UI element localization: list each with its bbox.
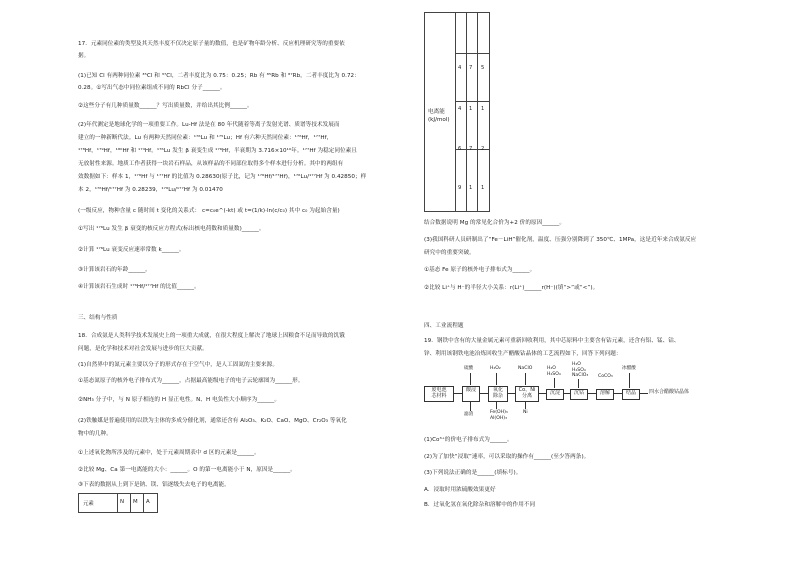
energy-cell: 2 <box>481 146 485 152</box>
energy-cell: 7 <box>469 146 473 152</box>
flow-box-cobalt-precip: 沉钴 <box>570 389 588 400</box>
flow-reagent: H₂O₂ <box>490 366 501 371</box>
q18-part2-q2: ②比较 Mg、Ca 第一电离能的大小：______。O 的第一电离能小于 N，原因是______。 <box>78 467 296 473</box>
q17-stem-line1: 17．元素同位素的类型及其天然丰度不仅决定原子量的数值，也是矿物年龄分析、反应机理研究等的重要依 <box>78 41 345 47</box>
flow-box-oxidation: 氧化 除杂 <box>488 386 508 402</box>
q17-part2-line6: 本 2，¹⁷⁶Hf/¹⁷⁷Hf 为 0.28239，¹⁷⁶Lu/¹⁷⁷Hf 为 0.01470 <box>78 187 223 193</box>
flow-waste: Ni <box>523 410 528 415</box>
flow-arrow <box>639 393 648 394</box>
flow-arrow <box>507 393 515 394</box>
q18-part3-line2: 研究中的重要突破。 <box>424 250 475 256</box>
energy-label: 电离能 (kJ/mol) <box>428 109 450 123</box>
table-col-divider <box>455 13 456 211</box>
energy-cell: 4 <box>458 106 462 112</box>
ionization-energy-table <box>424 12 490 212</box>
q19-sub2: (2)为了加快“浸取”速率，可以采取的操作有______(至少答两条)。 <box>424 454 590 460</box>
table-col-divider <box>143 494 144 512</box>
flow-reagent: NaClO <box>518 366 533 371</box>
flow-reagent-arrow <box>554 378 555 388</box>
flow-arrow <box>613 393 622 394</box>
flow-box-precipitate: 沉淀 <box>546 389 564 400</box>
table-col-al: A <box>146 499 150 505</box>
q18-part3-line1: (3)我国科研人员研制出了“Fe－LiH”催化剂，温度、压强分别降到了 350℃、1MPa，这是近年来合成氨反应 <box>424 237 697 243</box>
q18-part2-line2: 物中的几种。 <box>78 431 112 437</box>
ionization-table-header <box>78 493 158 513</box>
energy-cell: 1 <box>481 185 485 191</box>
q17-sub3: ③计算该岩石的年龄______。 <box>78 267 151 273</box>
flow-box-crystallize: 结晶 <box>622 389 640 400</box>
q19-option-a: A．浸取时用浓硫酸效果更好 <box>424 487 496 493</box>
flow-box-acid-leach: 酸浸 <box>462 386 480 402</box>
q17-sub2: ②计算 ¹⁷⁶Lu 衰变反应速率常数 k______。 <box>78 247 185 253</box>
flow-waste-arrow <box>470 401 471 411</box>
flow-waste: 滤渣 <box>464 412 474 417</box>
q17-part1-line1: (1)已知 Cl 有两种同位素 ³⁵Cl 和 ³⁷Cl，二者丰度比为 0.75：0.25；Rb 有 ⁸⁵Rb 和 ⁸⁷Rb，二者丰度比为 0.72： <box>78 73 360 79</box>
energy-cell: 4 <box>458 65 462 71</box>
flow-arrow <box>587 393 596 394</box>
q19-stem-line2: 锌、利用该钢铁电池冶炼回收生产醋酸钴晶体的工艺流程如下，回答下列问题： <box>424 351 622 357</box>
table-row-divider <box>455 53 489 54</box>
table-col-divider <box>466 13 467 211</box>
q19-stem-line1: 19．钢铁中含有的大量金属元素可重新回收利用，其中芯原料中主要含有钴元素，还含有铝、锰、钴、 <box>424 338 680 344</box>
energy-cell: 1 <box>469 106 473 112</box>
q17-stem-line2: 据。 <box>78 53 90 59</box>
process-flow-diagram <box>424 362 744 426</box>
q17-part1-q2: ②这些分子有几种质量数______？写出质量数，并给出其比例______。 <box>78 103 253 109</box>
energy-cell: 1 <box>481 106 485 112</box>
energy-cell: 6 <box>458 146 462 152</box>
flow-waste-arrow <box>496 401 497 409</box>
q17-part2-line5: 效数据如下：样本 1，¹⁷⁶Hf 与 ¹⁷⁷Hf 的比值为 0.28630(原子比，记为 ¹⁷⁶Hf/¹⁷⁷Hf)，¹⁷⁶Lu/¹⁷⁷Hf 为 0.42850；样 <box>78 174 367 180</box>
q18-part2-q3: ③下表的数据从上到下是钠、镁、铝逐级失去电子的电离能。 <box>78 482 230 488</box>
energy-cell: 1 <box>469 185 473 191</box>
left-column <box>78 0 400 562</box>
table-row-divider <box>455 101 489 102</box>
q17-part2-line4: 无放射性来源。地质工作者获得一块岩石样品，从该样品的不同部位取得多个样本进行分析。其中的两组有 <box>78 161 344 167</box>
q18-part3-q1: ①基态 Fe 原子的核外电子排布式为______。 <box>424 267 536 273</box>
right-column <box>424 0 744 562</box>
q17-sub1: ①写出 ¹⁷⁶Lu 发生 β 衰变的核反应方程式(标出核电荷数和质量数)______。 <box>78 226 265 232</box>
energy-cell: 5 <box>481 65 485 71</box>
q18-part1: (1)自然界中的氮元素主要以分子的形式存在于空气中，是人工固氮的主要来源。 <box>78 362 278 368</box>
energy-cell: 7 <box>469 65 473 71</box>
table-col-divider <box>130 494 131 512</box>
flow-box-co-ni-separation: Co、Ni 分离 <box>515 386 539 402</box>
flow-reagent-arrow <box>525 373 526 385</box>
flow-arrow <box>538 393 546 394</box>
flow-waste: Fe(OH)₃ Al(OH)₃ <box>490 410 508 421</box>
flow-box-raw-material: 废电池 芯材料 <box>424 386 454 402</box>
flow-reagent-arrow <box>496 373 497 385</box>
section-heading-structure: 三、结构与性质 <box>78 315 118 321</box>
q19-option-b: B．过氧化氢在氧化除杂和溶解中的作用不同 <box>424 502 536 508</box>
section-heading-process: 四、工业流程题 <box>424 323 464 329</box>
q18-part1-q1: ①基态氮原子的核外电子排布式为______，占据最高能级电子的电子云轮廓图为______形。 <box>78 378 304 384</box>
flow-reagent-arrow <box>470 373 471 385</box>
q19-sub3: (3)下列说法正确的是______(填标号)。 <box>424 470 522 476</box>
q18-part3-q2: ②比较 Li⁺与 H⁻的半径大小关系：r(Li⁺)______r(H⁻)(填“>”或“<”)。 <box>424 285 599 291</box>
q17-part2-line1: (2)年代测定是地球化学的一项重要工作。Lu-Hf 法是在 80 年代随着等离子发射光谱、质谱等技术发展而 <box>78 122 340 128</box>
q18-part1-q2: ②NH₃ 分子中，与 N 原子相连的 H 显正电性。N、H 电负性大小顺序为______。 <box>78 397 280 403</box>
q18-stem-line1: 18．合成氨是人类科学技术发展史上的一项重大成就，在很大程度上解决了地球上因粮食不足而导致的饥饿 <box>78 333 345 339</box>
q18-part2-q1: ①上述氧化物所涉及的元素中，处于元素周期表中 d 区的元素是______。 <box>78 450 260 456</box>
q17-part2-line3: ¹⁷⁸Hf，¹⁷⁹Hf，¹⁸⁰Hf 和 ¹⁷⁴Hf。¹⁷⁶Lu 发生 β 衰变生成 ¹⁷⁶Hf，半衰期为 3.716×10¹⁰年。¹⁷⁷Hf 为稳定同位素且 <box>78 148 357 154</box>
flow-reagent: CoCO₃ <box>598 374 613 379</box>
flow-reagent: H₂O H₂SO₄ NaClO₃ <box>572 362 589 378</box>
flow-product: 四水合醋酸钴晶体 <box>649 389 690 395</box>
q17-part1-line2: 0.28。①写出气态中同位素组成不同的 RbCl 分子______。 <box>78 85 226 91</box>
flow-reagent: 冰醋酸 <box>622 366 636 371</box>
q17-part2-line2: 建立的一种新断代法。Lu 有两种天然同位素：¹⁷⁶Lu 和 ¹⁷⁵Lu；Hf 有六种天然同位素：¹⁷⁶Hf，¹⁷⁷Hf， <box>78 135 333 141</box>
flow-reagent: 硫酸 <box>464 366 474 371</box>
table-col-divider <box>477 13 478 211</box>
q17-formula-line: (一级反应，物种含量 c 随时间 t 变化的关系式： c=c₀e^(-kt) 或 t=(1/k)·ln(c/c₀) 其中 c₀ 为起始含量) <box>78 208 340 214</box>
q19-sub1: (1)Co³⁺的价电子排布式为______。 <box>424 437 513 443</box>
flow-arrow <box>453 393 462 394</box>
flow-reagent-arrow <box>629 373 630 388</box>
q18-part2-line1: (2)铁触媒是普遍使用的以铁为主体的多成分催化剂，通常还含有 Al₂O₃、K₂O、CaO、MgO、Cr₂O₃ 等氧化 <box>78 418 347 424</box>
table-header-element: 元素 <box>83 501 94 507</box>
flow-reagent-arrow <box>578 379 579 388</box>
table-col-divider <box>117 494 118 512</box>
flow-box-dissolve: 溶解 <box>596 389 614 400</box>
q18-stem-line2: 问题，是化学和技术对社会发展与进步的巨大贡献。 <box>78 346 208 352</box>
flow-arrow <box>563 393 570 394</box>
q18-mg-valence: 结合数据说明 Mg 的常见化合价为+2 价的原因______。 <box>424 220 565 226</box>
flow-arrow <box>479 393 488 394</box>
flow-waste-arrow <box>525 401 526 409</box>
flow-reagent: H₂O H₂SO₄ <box>547 366 561 377</box>
energy-cell: 9 <box>458 185 462 191</box>
table-col-mg: M <box>133 499 138 505</box>
q17-sub4: ④计算该岩石生成时 ¹⁷⁶Hf/¹⁷⁷Hf 的比值______。 <box>78 284 200 290</box>
table-col-na: N <box>120 499 125 505</box>
